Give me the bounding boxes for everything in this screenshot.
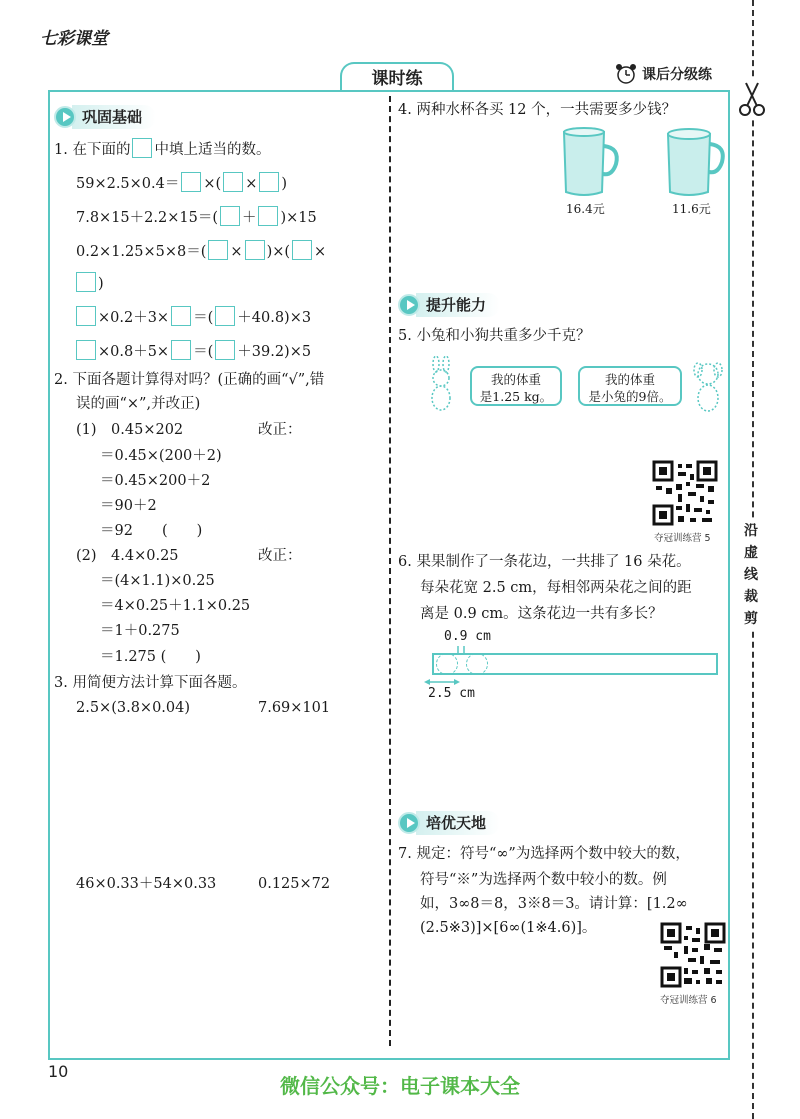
q2-p2-answer: ＝1.275 ( ) — [100, 649, 201, 665]
answer-box[interactable] — [171, 340, 191, 360]
qr-caption: 夺冠训练营 5 — [654, 533, 711, 544]
q1-prompt-text: 1. 在下面的 — [54, 142, 131, 158]
q1-line-1 — [76, 172, 287, 194]
q2-p2-step: ＝4×0.25＋1.1×0.25 — [100, 598, 251, 614]
expr-text: 0.2×1.25×5×8＝( — [76, 244, 207, 260]
answer-box[interactable] — [215, 340, 235, 360]
bubble-text: 我的体重 — [604, 372, 655, 387]
expr-text: × — [230, 244, 243, 260]
answer-box[interactable] — [258, 206, 278, 226]
q2-p1-step: ＝0.45×(200＋2) — [100, 448, 222, 464]
flower-icon — [466, 653, 488, 675]
cup2-price: 11.6元 — [672, 202, 711, 216]
rabbit-speech-bubble — [470, 366, 562, 406]
bubble-text: 是1.25 kg。 — [479, 389, 553, 404]
q3-item: 2.5×(3.8×0.04) — [76, 700, 191, 716]
q1-prompt — [54, 138, 270, 160]
expr-text: ×0.2＋3× — [98, 310, 170, 326]
q2-p2-fix-label: 改正： — [258, 548, 302, 564]
section-title: 提升能力 — [416, 293, 500, 317]
expr-text: ＋40.8)×3 — [237, 310, 312, 326]
expr-text: ×0.8＋5× — [98, 344, 170, 360]
q7-line: 符号“※”为选择两个数中较小的数。例 — [420, 872, 667, 888]
column-divider — [389, 96, 391, 1046]
q2-p1-answer: ＝92 ( ) — [100, 523, 203, 539]
answer-box-sample — [132, 138, 152, 158]
cup1-price: 16.4元 — [566, 202, 605, 216]
q1-line-5 — [76, 306, 311, 328]
q3-prompt: 3. 用简便方法计算下面各题。 — [54, 675, 247, 691]
q2-p1-step: (1) 0.45×202 — [76, 422, 184, 438]
gap-label: 0.9 cm — [444, 629, 491, 644]
series-label: 课后分级练 — [642, 67, 712, 83]
play-icon — [54, 106, 76, 128]
q2-prompt-line-2: 误的画“×”,并改正) — [76, 396, 201, 412]
answer-box[interactable] — [76, 272, 96, 292]
cut-char: 沿 — [744, 523, 758, 539]
answer-box[interactable] — [181, 172, 201, 192]
expr-text: ＝( — [193, 344, 214, 360]
section-title: 巩固基础 — [72, 105, 156, 129]
answer-box[interactable] — [223, 172, 243, 192]
answer-box[interactable] — [220, 206, 240, 226]
qr-caption: 夺冠训练营 6 — [660, 995, 717, 1006]
answer-box[interactable] — [76, 306, 96, 326]
q1-line-3 — [76, 240, 326, 262]
width-label: 2.5 cm — [428, 686, 475, 701]
expr-text: ) — [281, 176, 288, 192]
q7-line: (2.5※3)]×[6∞(1※4.6)]。 — [420, 920, 597, 936]
footer-watermark: 微信公众号：电子课本大全 — [280, 1074, 520, 1098]
q4-prompt: 4. 两种水杯各买 12 个，一共需要多少钱？ — [398, 102, 677, 118]
cut-char: 剪 — [744, 611, 758, 627]
q1-prompt-text: 中填上适当的数。 — [154, 142, 271, 158]
mug-icon — [664, 126, 726, 198]
expr-text: )×15 — [280, 210, 317, 226]
qr-code-icon[interactable] — [652, 460, 718, 526]
expr-text: ＝( — [193, 310, 214, 326]
q2-p2-step: ＝1＋0.275 — [100, 623, 180, 639]
q1-line-2 — [76, 206, 317, 228]
expr-text: ) — [98, 276, 104, 292]
section-header-basics — [54, 104, 156, 130]
q2-p1-step: ＝90＋2 — [100, 498, 157, 514]
bubble-text: 是小兔的9倍。 — [588, 389, 672, 404]
cut-char: 裁 — [744, 589, 758, 605]
q2-p1-step: ＝0.45×200＋2 — [100, 473, 211, 489]
q3-item: 7.69×101 — [258, 700, 331, 716]
q2-p2-step: ＝(4×1.1)×0.25 — [100, 573, 215, 589]
expr-text: 7.8×15＋2.2×15＝( — [76, 210, 218, 226]
q1-line-4 — [76, 272, 104, 294]
page-title: 课时练 — [340, 62, 454, 92]
expr-text: × — [314, 244, 327, 260]
expr-text: × — [245, 176, 258, 192]
q6-line: 离是 0.9 cm。这条花边一共有多长？ — [420, 606, 663, 622]
q7-line: 如，3∞8＝8，3※8＝3。请计算：[1.2∞ — [420, 896, 688, 912]
answer-box[interactable] — [76, 340, 96, 360]
scissors-icon — [738, 80, 766, 120]
section-header-advanced — [398, 810, 500, 836]
q3-item: 0.125×72 — [258, 876, 331, 892]
cut-char: 线 — [744, 567, 758, 583]
expr-text: ＋ — [241, 210, 257, 226]
section-title: 培优天地 — [416, 811, 500, 835]
page-number: 10 — [48, 1062, 69, 1081]
dog-speech-bubble — [578, 366, 682, 406]
answer-box[interactable] — [215, 306, 235, 326]
play-icon — [398, 812, 420, 834]
q6-line: 6. 果果制作了一条花边，一共排了 16 朵花。 — [398, 554, 691, 570]
cut-char: 虚 — [744, 545, 758, 561]
q2-prompt-line-1: 2. 下面各题计算得对吗？(正确的画“√”,错 — [54, 372, 325, 388]
cup-icon — [560, 126, 622, 198]
section-header-improve — [398, 292, 500, 318]
expr-text: ×( — [203, 176, 222, 192]
dog-icon — [690, 360, 726, 416]
rabbit-icon — [424, 356, 460, 416]
q2-p2-step: (2) 4.4×0.25 — [76, 548, 179, 564]
answer-box[interactable] — [245, 240, 265, 260]
qr-code-icon[interactable] — [660, 922, 726, 988]
bubble-text: 我的体重 — [490, 372, 541, 387]
answer-box[interactable] — [259, 172, 279, 192]
publisher-logo: 七彩课堂 — [40, 29, 108, 49]
alarm-clock-icon — [614, 62, 638, 86]
answer-box[interactable] — [292, 240, 312, 260]
flower-icon — [436, 653, 458, 675]
answer-box[interactable] — [171, 306, 191, 326]
q3-item: 46×0.33＋54×0.33 — [76, 876, 217, 892]
q2-p1-fix-label: 改正： — [258, 422, 302, 438]
answer-box[interactable] — [208, 240, 228, 260]
expr-text: )×( — [266, 244, 291, 260]
q5-prompt: 5. 小兔和小狗共重多少千克？ — [398, 328, 591, 344]
expr-text: ＋39.2)×5 — [237, 344, 312, 360]
cut-instruction — [740, 520, 762, 630]
expr-text: 59×2.5×0.4＝ — [76, 176, 180, 192]
q6-line: 每朵花宽 2.5 cm，每相邻两朵花之间的距 — [420, 580, 692, 596]
q7-line: 7. 规定：符号“∞”为选择两个数中较大的数， — [398, 846, 690, 862]
play-icon — [398, 294, 420, 316]
q1-line-6 — [76, 340, 311, 362]
